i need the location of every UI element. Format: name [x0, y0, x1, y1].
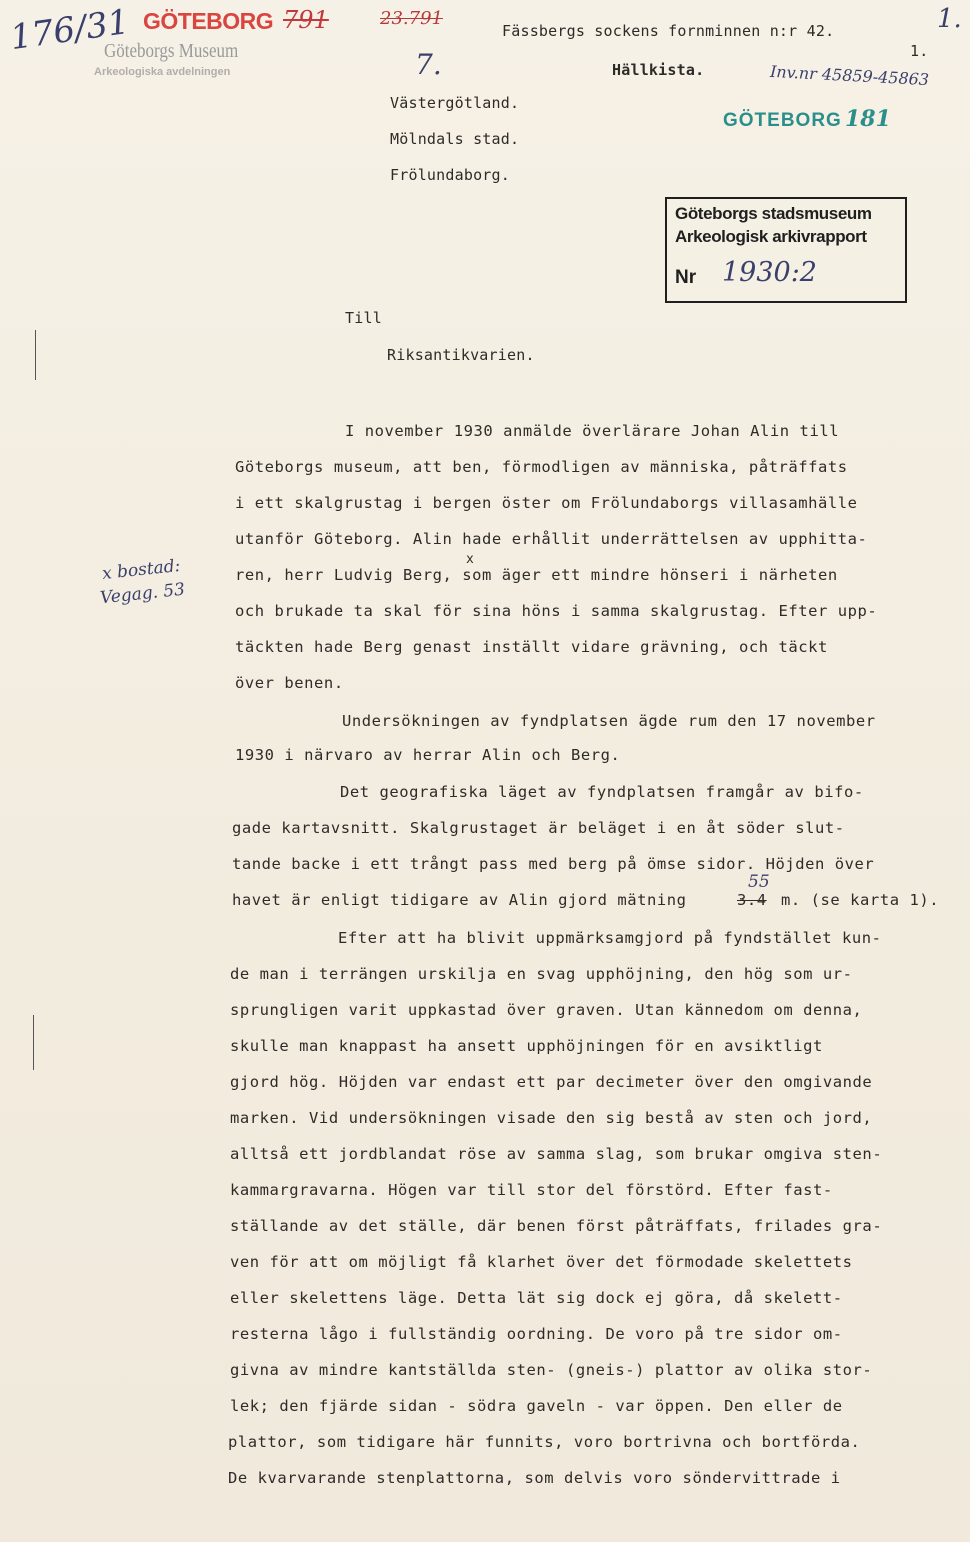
body-line: alltså ett jordblandat röse av samma slag, som brukar omgiva sten- — [230, 1145, 883, 1163]
body-line: i ett skalgrustag i bergen öster om Frölundaborgs villasamhälle — [235, 494, 858, 512]
margin-note-residence: x bostad: — [101, 555, 182, 585]
body-line: lek; den fjärde sidan - södra gaveln - var öppen. Den eller de — [230, 1397, 843, 1415]
body-line: täckten hade Berg genast inställt vidare grävning, och täckt — [235, 638, 828, 656]
handwritten-seven: 7. — [415, 48, 442, 81]
body-line: Efter att ha blivit uppmärksamgjord på fyndstället kun- — [338, 929, 882, 947]
body-line: marken. Vid undersökningen visade den sig bestå av sten och jord, — [230, 1109, 873, 1127]
archive-stamp-nr-value: 1930:2 — [722, 257, 817, 288]
body-line: tande backe i ett trångt pass med berg på ömse sidor. Höjden över — [232, 855, 875, 873]
body-line: sprungligen varit uppkastad över graven. Utan kännedom om denna, — [230, 1001, 863, 1019]
body-line: ren, herr Ludvig Berg, som äger ett mindre hönseri i närheten — [235, 566, 838, 584]
body-line: m. (se karta 1). — [781, 891, 940, 909]
body-line: De kvarvarande stenplattorna, som delvis voro söndervittrade i — [228, 1469, 841, 1487]
body-line: gade kartavsnitt. Skalgrustaget är beläget i en åt söder slut- — [232, 819, 845, 837]
struck-handwritten-number: 23.791 — [380, 8, 443, 29]
margin-marker — [35, 330, 36, 380]
red-stamp-number: 791 — [283, 6, 329, 34]
body-line: de man i terrängen urskilja en svag upphöjning, den hög som ur- — [230, 965, 853, 983]
body-line: och brukade ta skal för sina höns i samma skalgrustag. Efter upp- — [235, 602, 878, 620]
body-line: resterna lågo i fullständig oordning. De voro på tre sidor om- — [230, 1325, 843, 1343]
body-line: havet är enligt tidigare av Alin gjord mätning — [232, 891, 687, 909]
handwritten-archive-number: 176/31 — [7, 1, 132, 59]
margin-marker — [33, 1015, 34, 1070]
address-to: Till — [345, 309, 382, 327]
height-struck-value: 3.4 — [737, 891, 767, 909]
body-line: plattor, som tidigare här funnits, voro bortrivna och bortförda. — [228, 1433, 861, 1451]
address-recipient: Riksantikvarien. — [387, 346, 535, 364]
archive-stamp-title: Arkeologisk arkivrapport — [675, 227, 867, 246]
body-line: över benen. — [235, 674, 344, 692]
body-line: givna av mindre kantställda sten- (gneis-) plattor av olika stor- — [230, 1361, 873, 1379]
archive-stamp-museum: Göteborgs stadsmuseum — [675, 204, 872, 223]
body-line: ven för att om möjligt få klarhet över det förmodade skelettets — [230, 1253, 853, 1271]
height-correction: 55 — [748, 872, 770, 892]
corner-page-number: 1. — [937, 4, 962, 34]
red-city-stamp: GÖTEBORG — [143, 8, 274, 34]
body-line: eller skelettens läge. Detta lät sig dock ej göra, då skelett- — [230, 1289, 843, 1307]
body-line: Det geografiska läget av fyndplatsen framgår av bifo- — [340, 783, 864, 801]
margin-note-street: Vegag. 53 — [99, 579, 186, 609]
place-locality: Frölundaborg. — [390, 166, 510, 184]
archive-stamp-nr-label: Nr — [675, 267, 697, 288]
body-line: Göteborgs museum, att ben, förmodligen av människa, påträffats — [235, 458, 848, 476]
teal-city-stamp: GÖTEBORG — [723, 110, 842, 131]
museum-dept-stamp: Arkeologiska avdelningen — [94, 66, 231, 78]
museum-stamp: Göteborgs Museum — [104, 40, 239, 62]
body-line: kammargravarna. Högen var till stor del förstörd. Efter fast- — [230, 1181, 833, 1199]
body-line: utanför Göteborg. Alin hade erhållit underrättelsen av upphitta- — [235, 530, 868, 548]
body-line: skulle man knappast ha ansett upphöjningen för en avsiktligt — [230, 1037, 823, 1055]
body-line: gjord hög. Höjden var endast ett par decimeter över den omgivande — [230, 1073, 873, 1091]
footnote-x-mark: x — [466, 552, 475, 567]
place-province: Västergötland. — [390, 94, 520, 112]
body-line: Undersökningen av fyndplatsen ägde rum den 17 november — [342, 712, 876, 730]
archive-report-stamp — [665, 197, 907, 303]
teal-stamp-number: 181 — [845, 106, 891, 132]
header-page-number: 1. — [910, 42, 929, 60]
body-line: 1930 i närvaro av herrar Alin och Berg. — [235, 746, 621, 764]
document-title: Fässbergs sockens fornminnen n:r 42. — [502, 22, 835, 40]
body-line: I november 1930 anmälde överlärare Johan Alin till — [345, 422, 840, 440]
place-town: Mölndals stad. — [390, 130, 520, 148]
inventory-number: Inv.nr 45859-45863 — [769, 61, 930, 90]
body-line: ställande av det ställe, där benen först påträffats, frilades gra- — [230, 1217, 883, 1235]
document-subtitle: Hällkista. — [612, 61, 705, 79]
